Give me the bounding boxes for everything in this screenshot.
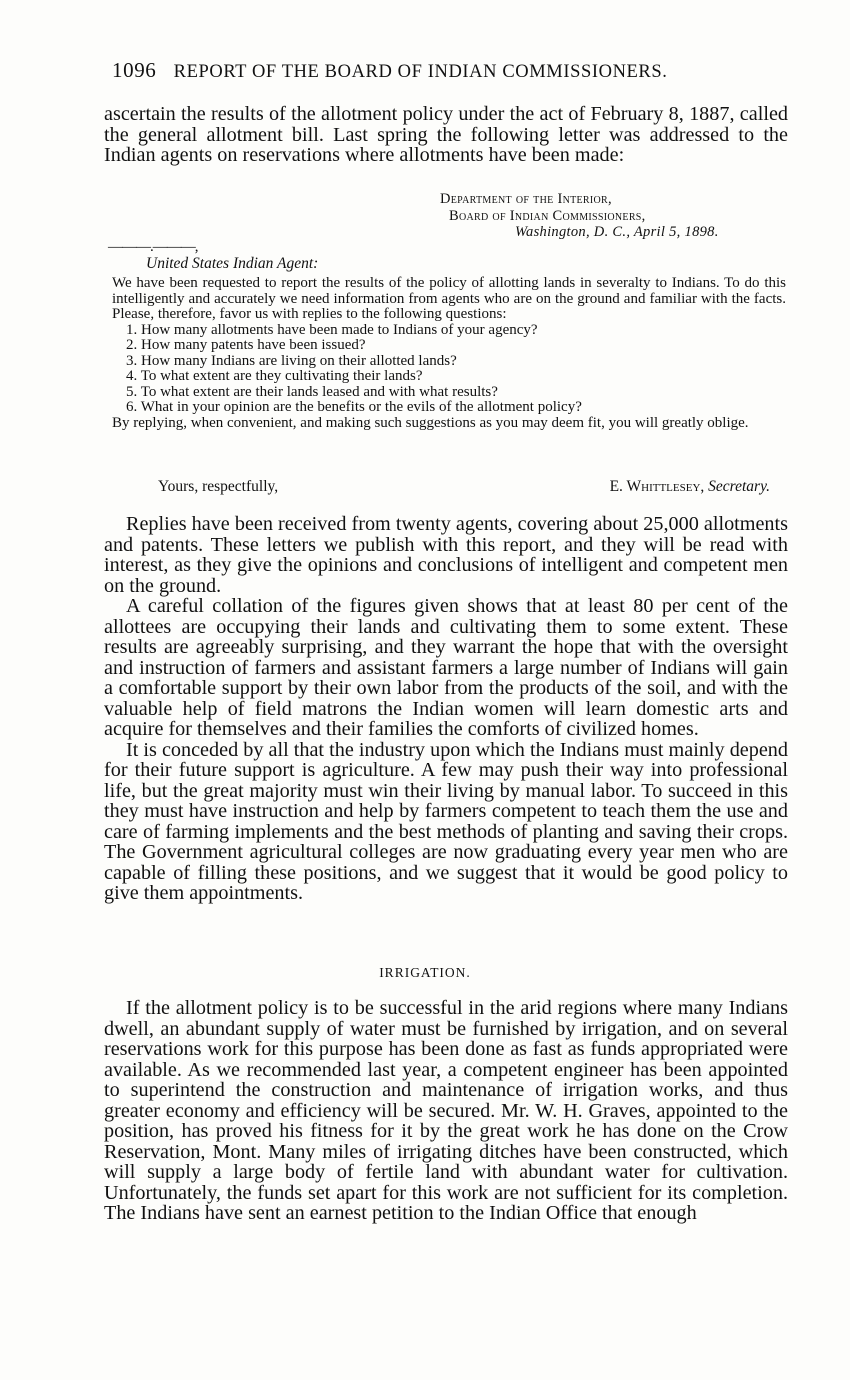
paragraph: Replies have been received from twenty agents, covering about 25,000 allotments and patents. These letters we publish with this report, and they will be read with interest, as they give the opinions and conclusions of intelligent and competent men on the ground.	[104, 513, 788, 597]
question-item: 1. How many allotments have been made to Indians of your agency?	[126, 321, 538, 338]
board-line: Board of Indian Commissioners,	[449, 207, 646, 224]
main-paragraphs	[104, 514, 788, 904]
salutation-blank: ———.———,	[108, 239, 198, 255]
page-header	[112, 58, 812, 83]
sign-off: Yours, respectfully,	[158, 478, 279, 495]
irrigation-section	[104, 998, 788, 1224]
letter-signoff	[158, 478, 770, 496]
department-line: Department of the Interior,	[440, 191, 612, 207]
paragraph: A careful collation of the figures given shows that at least 80 per cent of the allottees are occupying their lands and cultivating them to some extent. These results are agreeably surprising, and they warrant the hope that with the oversight and instruction of farmers and assistant farmers a large number of Indians will gain a comfortable support by their own labor from the products of the soil, and with the valuable help of field matrons the Indian women will learn domestic arts and acquire for themselves and their families the comforts of civilized homes.	[104, 595, 788, 740]
place-date-line: Washington, D. C., April 5, 1898.	[515, 224, 719, 240]
letter-opening: We have been requested to report the results of the policy of allotting lands in severalty to Indians. To do this intelligently and accurately we need information from agents who are on the ground and familiar with the facts. Please, therefore, favor us with replies to the following questions:	[112, 275, 786, 322]
signer-name: E. Whittlesey,	[609, 478, 705, 495]
section-heading: IRRIGATION.	[379, 965, 471, 980]
running-title: REPORT OF THE BOARD OF INDIAN COMMISSIONERS.	[173, 62, 668, 82]
question-item: 3. How many Indians are living on their allotted lands?	[126, 352, 457, 369]
signature	[610, 478, 770, 496]
salutation-name: United States Indian Agent:	[146, 255, 319, 272]
question-item: 4. To what extent are they cultivating their lands?	[126, 368, 423, 384]
question-item: 5. To what extent are their lands leased and with what results?	[126, 383, 498, 400]
question-item: 2. How many patents have been issued?	[126, 337, 366, 353]
letter-body	[112, 276, 786, 431]
letter-closing-text: By replying, when convenient, and making such suggestions as you may deem fit, you will greatly oblige.	[112, 414, 749, 431]
letter-heading	[440, 191, 780, 241]
intro-paragraph: ascertain the results of the allotment policy under the act of February 8, 1887, called the general allotment bill. Last spring the following letter was addressed to the Indian agents on reservations where allotments have been made:	[104, 103, 788, 166]
intro-paragraph-block	[104, 104, 788, 166]
signer-title: Secretary.	[708, 478, 770, 495]
irrigation-paragraph: If the allotment policy is to be successful in the arid regions where many Indians dwell, an abundant supply of water must be furnished by irrigation, and on several reservations work for this purpose has been done as fast as funds appropriated were available. As we recommended last year, a competent engineer has been appointed to superintend the construction and maintenance of irrigation works, and thus greater economy and efficiency will be secured. Mr. W. H. Graves, appointed to the position, has proved his fitness for it by the great work he has done on the Crow Reservation, Mont. Many miles of irrigating ditches have been constructed, which will supply a large body of fertile land with abundant water for cultivation. Unfortunately, the funds set apart for this work are not sufficient for its completion. The Indians have sent an earnest petition to the Indian Office that enough	[104, 997, 788, 1224]
page-number: 1096	[112, 58, 157, 82]
paragraph: It is conceded by all that the industry upon which the Indians must mainly depend for their future support is agriculture. A few may push their way into professional life, but the great majority must win their living by manual labor. To succeed in this they must have instruction and help by farmers competent to teach them the use and care of farming implements and the best methods of planting and saving their crops. The Government agricultural colleges are now graduating every year men who are capable of filling these positions, and we suggest that it would be good policy to give them appointments.	[104, 738, 788, 904]
question-item: 6. What in your opinion are the benefits or the evils of the allotment policy?	[126, 399, 582, 415]
